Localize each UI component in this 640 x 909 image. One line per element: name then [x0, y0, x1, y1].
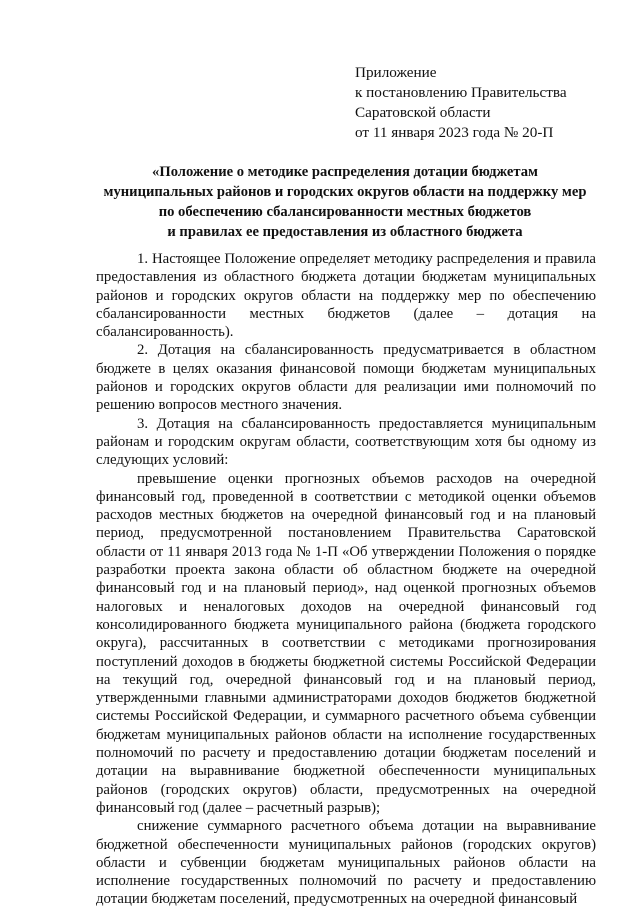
paragraph-1: 1. Настоящее Положение определяет методику распределения и правила предоставления из областного бюджета дотации бюджетам муниципальных районов и городских округов области на поддержку мер по обеспечению сбалансированности местных бюджетов (далее – дотация на сбалансированность).	[96, 251, 596, 341]
title-line-2: муниципальных районов и городских округов области на поддержку мер	[103, 184, 587, 200]
appendix-line-3: Саратовской области	[355, 104, 491, 121]
paragraph-2: 2. Дотация на сбалансированность предусматривается в областном бюджете в целях оказания финансовой помощи бюджетам муниципальных районов и городских округов области для реализации ими полномочий по решению вопросов местного значения.	[96, 342, 596, 414]
condition-1: превышение оценки прогнозных объемов расходов на очередной финансовый год, проведенной в соответствии с методикой оценки объемов расходов местных бюджетов на очередной финансовый год и на плановый период, предусмотренной постановлением Правительства Саратовской области от 11 января 2013 года № 1-П «Об утверждении Положения о порядке разработки проекта закона области об областном бюджете на очередной финансовый год и на плановый период», над оценкой прогнозных объемов налоговых и неналоговых доходов на очередной финансовый год консолидированного бюджета муниципального района (бюджета городского округа), рассчитанных в соответствии с методиками прогнозирования поступлений доходов в бюджеты бюджетной системы Российской Федерации на текущий год, очередной финансовый год и на плановый период, утвержденными главными администраторами доходов бюджетов бюджетной системы Российской Федерации, и суммарного расчетного объема субвенции бюджетам муниципальных районов области на исполнение государственных полномочий по расчету и предоставлению дотации бюджетам поселений и дотации на выравнивание бюджетной обеспеченности муниципальных районов (городских округов) области, предусмотренных на очередной финансовый год (далее – расчетный разрыв);	[96, 470, 596, 816]
appendix-line-4: от 11 января 2023 года № 20-П	[355, 124, 554, 141]
appendix-header	[355, 63, 615, 143]
title-line-1: «Положение о методике распределения дотации бюджетам	[152, 164, 538, 180]
appendix-line-1: Приложение	[355, 64, 437, 81]
title-line-3: по обеспечению сбалансированности местных бюджетов	[158, 204, 532, 220]
appendix-line-2: к постановлению Правительства	[355, 84, 567, 101]
document-body	[96, 250, 596, 909]
title-line-4: и правилах ее предоставления из областного бюджета	[167, 224, 523, 240]
condition-2: снижение суммарного расчетного объема дотации на выравнивание бюджетной обеспеченности муниципальных районов (городских округов) области и субвенции бюджетам муниципальных районов области на исполнение государственных полномочий по расчету и предоставлению дотации бюджетам поселений, предусмотренных на очередной финансовый	[96, 818, 596, 908]
paragraph-3: 3. Дотация на сбалансированность предоставляется муниципальным районам и городским округам области, соответствующим хотя бы одному из следующих условий:	[96, 415, 596, 469]
document-title	[80, 162, 610, 242]
